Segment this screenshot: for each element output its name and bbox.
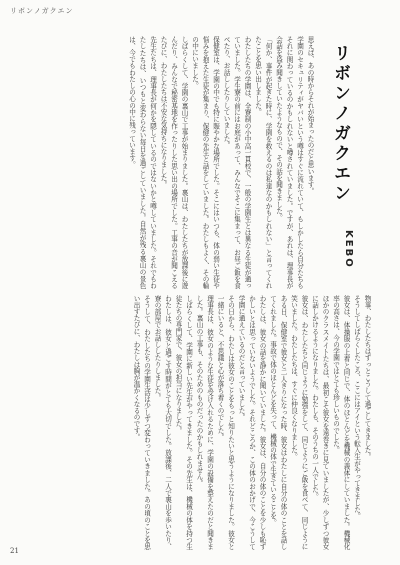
paragraph: 先生たちは、理事長が何かを隠しているのではないかと噂していました。それでもわたしたちは、いつもと変わらない毎日を過ごしていました。自然が残る裏山の景色は、今でもわたしの心の中に残っています。 (127, 36, 157, 289)
body-text-bottom (29, 295, 372, 550)
paragraph: わたしは、彼女の話を静かに聞いていました。彼女は、自分の体のことを少しも恥ずかしいとは思っていないようでした。それどころか、この体のおかげで、今こうして学園に通えているのだと言っていました。 (237, 295, 266, 550)
paragraph: わたしたちの学園は、全寮制の小中高一貫校で、一般の学園生とは異なる生徒が通っていました。学生寮の前にはお庭があって、みんなでそこに集まって、お昼ご飯を食べたり、お話ししたりしていました。 (222, 36, 251, 289)
body-text-top (57, 36, 315, 289)
paragraph: 保健室は、学園の中でも特に賑やかな場所でした。そこにはいつも、体の弱い生徒や悩みを抱えた生徒が集まり、保健の先生と話をしていました。わたしもよく、その輪の中にいました。 (190, 36, 220, 289)
paragraph: 物事、わたしたちはずっとこうして過ごしてきました。 (363, 295, 371, 460)
paragraph: 彼女は、わたしたちと同じように勉強をして、同じようにご飯を食べて、同じように笑いました。わたしたちは、すぐに仲良くなりました。 (289, 295, 308, 550)
paragraph: 「何か、事件が起きた時に、学園を救えるのは私達なのかもしれない」と言ってくれたことを思い出しました。 (253, 36, 272, 289)
paragraph: ある日、保健室で彼女と二人きりになった時、彼女はわたしに自分の体のことを話してくれました。事故で体のほとんどを失って、機械の体で生きていることを。 (268, 295, 287, 550)
paragraph: そうして、わたしたちの学園生活は少しずつ変わっていきました。あの頃のことを思い出すたびに、わたしは胸が温かくなるのです。 (132, 295, 151, 550)
author-name: KEBO (343, 230, 354, 269)
paragraph: わたしは、彼女と過ごす時間がとても大切でした。放課後、二人で裏山を歩いたり、寮の部屋でお話ししたりしました。 (153, 295, 172, 550)
page-number: 21 (10, 547, 19, 555)
running-header: リボンノガクエン (10, 7, 74, 15)
story-title: リボンノガクエン (330, 44, 350, 204)
paragraph: 学園のセキュリティがヤバいという噂はすぐに流れていて、もしかしたら自分たちもそれに関わっているのかもしれないと噂されていました。ですが、あれは、理事長が会話を盗み聞きしていたようなもので、その話を聞きました。 (274, 36, 304, 289)
paragraph: 思えば、あの時からそれが始まったのだと思います。 (306, 36, 314, 195)
paragraph: その日から、わたしは彼女のことをもっと知りたいと思うようになりました。彼女と一緒にいると、不思議と心が落ち着くのでした。 (216, 295, 235, 550)
paragraph: 彼女は、体操服の上着と同じで、体のほとんどを機械の義体にしていました。機械化率の高さは、今の学園ではとても珍しいものでした。 (331, 295, 350, 550)
paragraph: 理事長は、彼女のような生徒を受け入れるために、学園の設備を整えたのだと聞きました。裏山の工事も、そのためのものだったのかもしれません。 (195, 295, 214, 550)
paragraph: ほかのクラスメイトたちは、最初こそ彼女を遠巻きに見ていましたが、少しずつ彼女に話しかけるようになりました。わたしも、そのうちの一人でした。 (310, 295, 329, 550)
paragraph: そうしてしばらくしたころ、ここにはアイという転入生がやってきました。 (352, 295, 361, 520)
paragraph: しばらくして、学園に新しい先生がやってきました。その先生は、機械の体を持つ生徒たちの専門家で、彼女の担当になりました。 (174, 295, 193, 550)
paragraph: しばらくして、学園の裏山で工事が始まりました。裏山は、わたしたちが放課後に遊んだり、みんなで秘密基地を作ったりした思い出の場所でした。工事の音が聞こえるたびに、わたしたちは不安な気持ちになりました。 (159, 36, 188, 289)
